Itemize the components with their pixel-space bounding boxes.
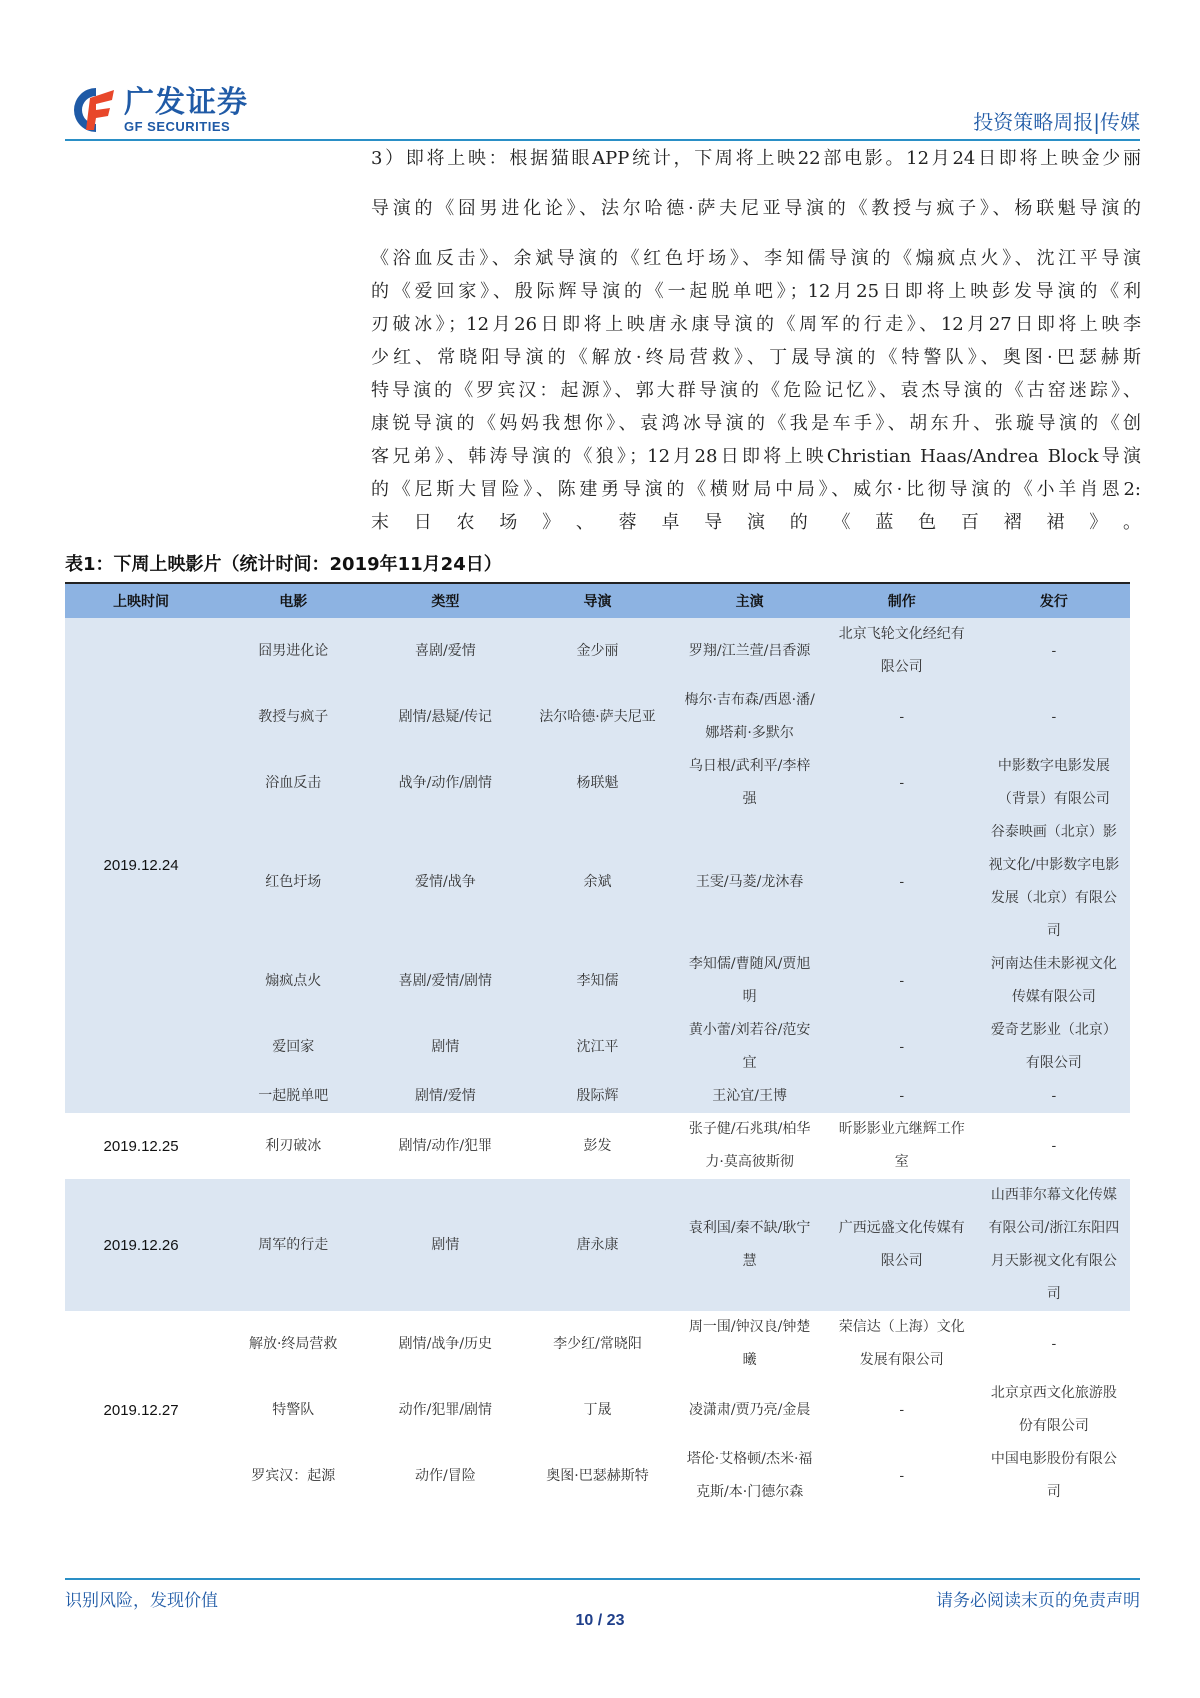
cast-cell: 梅尔·吉布森/西恩·潘/娜塔莉·多默尔 <box>674 684 826 750</box>
genre-cell: 剧情 <box>369 1179 521 1311</box>
column-header: 制作 <box>826 583 978 618</box>
paragraph-line: 导演的《囧男进化论》、法尔哈德·萨夫尼亚导演的《教授与疯子》、杨联魁导演的 <box>371 198 1141 219</box>
table-row <box>65 750 1130 816</box>
paragraph-line: 客兄弟》、韩涛导演的《狼》；12月28日即将上映Christian Haas/Andrea Block导演 <box>371 446 1141 467</box>
footer-divider <box>65 1578 1140 1580</box>
genre-cell: 喜剧/爱情 <box>369 618 521 684</box>
paragraph-line: 《浴血反击》、余斌导演的《红色圩场》、李知儒导演的《煽疯点火》、沈江平导演 <box>371 248 1141 269</box>
release-date-cell: 2019.12.25 <box>103 1137 179 1155</box>
genre-cell: 爱情/战争 <box>369 816 521 948</box>
film-cell: 罗宾汉：起源 <box>251 1467 336 1484</box>
cast-cell: 王沁宜/王博 <box>674 1080 826 1113</box>
column-header: 发行 <box>978 583 1130 618</box>
distributor-cell: 中影数字电影发展（背景）有限公司 <box>978 750 1130 816</box>
director-cell: 金少丽 <box>521 618 673 684</box>
cast-cell: 黄小蕾/刘若谷/范安宜 <box>674 1014 826 1080</box>
director-cell: 殷际辉 <box>521 1080 673 1113</box>
page-number: 10 / 23 <box>575 1612 625 1629</box>
paragraph-line: 少红、常晓阳导演的《解放·终局营救》、丁晟导演的《特警队》、奥图·巴瑟赫斯 <box>371 347 1141 368</box>
cast-cell: 凌潇肃/贾乃亮/金晨 <box>688 1401 811 1418</box>
distributor-cell: - <box>1051 1137 1057 1154</box>
table-row <box>65 1179 1130 1311</box>
producer-cell: 北京飞轮文化经纪有限公司 <box>826 618 978 684</box>
column-header: 电影 <box>217 583 369 618</box>
film-cell: 浴血反击 <box>217 750 369 816</box>
director-cell: 奥图·巴瑟赫斯特 <box>546 1467 649 1484</box>
cast-cell: 袁利国/秦不缺/耿宁慧 <box>674 1179 826 1311</box>
producer-cell: 广西远盛文化传媒有限公司 <box>826 1179 978 1311</box>
distributor-cell: - <box>1051 1335 1057 1352</box>
producer-cell: - <box>899 1467 905 1484</box>
film-cell: 教授与疯子 <box>217 684 369 750</box>
cast-cell: 塔伦·艾格顿/杰米·福克斯/本·门德尔森 <box>686 1451 813 1500</box>
paragraph-line: 刃破冰》；12月26日即将上映唐永康导演的《周军的行走》、12月27日即将上映李 <box>371 314 1141 335</box>
director-cell: 杨联魁 <box>521 750 673 816</box>
logo-chinese: 广发证券 <box>124 85 248 119</box>
table-row <box>65 1080 1130 1113</box>
producer-cell: - <box>826 948 978 1014</box>
table-row <box>65 1311 1130 1377</box>
cast-cell: 乌日根/武利平/李梓强 <box>674 750 826 816</box>
film-cell: 爱回家 <box>217 1014 369 1080</box>
table-row <box>65 816 1130 948</box>
distributor-cell: - <box>978 618 1130 684</box>
producer-cell: - <box>826 1014 978 1080</box>
release-date-cell: 2019.12.24 <box>65 618 217 1113</box>
producer-cell: 荣信达（上海）文化发展有限公司 <box>838 1319 965 1368</box>
producer-cell: - <box>826 816 978 948</box>
gf-securities-logo <box>66 84 248 136</box>
director-cell: 法尔哈德·萨夫尼亚 <box>521 684 673 750</box>
genre-cell: 动作/犯罪/剧情 <box>398 1401 493 1418</box>
footer-slogan: 识别风险，发现价值 <box>65 1591 218 1611</box>
cast-cell: 罗翔/江兰萱/吕香源 <box>674 618 826 684</box>
release-date-cell: 2019.12.26 <box>65 1179 217 1311</box>
column-header: 主演 <box>674 583 826 618</box>
director-cell: 余斌 <box>521 816 673 948</box>
film-cell: 解放·终局营救 <box>248 1335 338 1352</box>
genre-cell: 喜剧/爱情/剧情 <box>369 948 521 1014</box>
director-cell: 沈江平 <box>521 1014 673 1080</box>
paragraph-line: 3）即将上映：根据猫眼APP统计，下周将上映22部电影。12月24日即将上映金少丽 <box>371 148 1141 169</box>
producer-cell: 昕影影业亢继辉工作室 <box>838 1121 965 1170</box>
report-type: 投资策略周报|传媒 <box>973 110 1140 134</box>
director-cell: 彭发 <box>583 1137 612 1154</box>
film-cell: 红色圩场 <box>217 816 369 948</box>
genre-cell: 战争/动作/剧情 <box>369 750 521 816</box>
producer-cell: - <box>826 1080 978 1113</box>
genre-cell: 剧情/爱情 <box>369 1080 521 1113</box>
cast-cell: 李知儒/曹随风/贾旭明 <box>674 948 826 1014</box>
director-cell: 唐永康 <box>521 1179 673 1311</box>
distributor-cell: - <box>978 684 1130 750</box>
table-row <box>65 684 1130 750</box>
genre-cell: 动作/冒险 <box>414 1467 476 1484</box>
table-row <box>65 1443 1130 1509</box>
producer-cell: - <box>826 684 978 750</box>
table-caption: 表1：下周上映影片（统计时间：2019年11月24日） <box>65 554 502 575</box>
film-cell: 煽疯点火 <box>217 948 369 1014</box>
table-row <box>65 1377 1130 1443</box>
distributor-cell: 河南达佳未影视文化传媒有限公司 <box>978 948 1130 1014</box>
table-header-row <box>65 583 1130 618</box>
table-row <box>65 1113 1130 1179</box>
director-cell: 丁晟 <box>583 1401 612 1418</box>
logo-english: GF SECURITIES <box>124 118 231 134</box>
film-cell: 周军的行走 <box>217 1179 369 1311</box>
column-header: 类型 <box>369 583 521 618</box>
cast-cell: 张子健/石兆琪/柏华力·莫高彼斯彻 <box>688 1121 811 1170</box>
distributor-cell: 谷泰映画（北京）影视文化/中影数字电影发展（北京）有限公司 <box>978 816 1130 948</box>
cast-cell: 王雯/马菱/龙沐春 <box>674 816 826 948</box>
distributor-cell: 北京京西文化旅游股份有限公司 <box>990 1385 1117 1434</box>
producer-cell: - <box>826 750 978 816</box>
distributor-cell: - <box>978 1080 1130 1113</box>
distributor-cell: 中国电影股份有限公司 <box>990 1451 1117 1500</box>
cast-cell: 周一围/钟汉良/钟楚曦 <box>688 1319 811 1368</box>
film-cell: 囧男进化论 <box>217 618 369 684</box>
genre-cell: 剧情/动作/犯罪 <box>398 1137 493 1154</box>
genre-cell: 剧情 <box>369 1014 521 1080</box>
gf-logo-icon <box>66 84 118 136</box>
header-divider <box>65 139 1140 141</box>
upcoming-films-table <box>65 582 1130 1509</box>
body-paragraph <box>371 142 1141 539</box>
column-header: 上映时间 <box>65 583 217 618</box>
footer-disclaimer: 请务必阅读末页的免责声明 <box>936 1591 1140 1611</box>
column-header: 导演 <box>521 583 673 618</box>
table-row <box>65 948 1130 1014</box>
release-date-cell: 2019.12.27 <box>103 1401 179 1419</box>
distributor-cell: 山西菲尔幕文化传媒有限公司/浙江东阳四月天影视文化有限公司 <box>978 1179 1130 1311</box>
director-cell: 李少红/常晓阳 <box>553 1335 642 1352</box>
paragraph-line: 特导演的《罗宾汉：起源》、郭大群导演的《危险记忆》、袁杰导演的《古窑迷踪》、 <box>371 380 1141 401</box>
distributor-cell: 爱奇艺影业（北京）有限公司 <box>978 1014 1130 1080</box>
paragraph-line: 的《尼斯大冒险》、陈建勇导演的《横财局中局》、威尔·比彻导演的《小羊肖恩2: <box>371 479 1141 500</box>
table-row <box>65 1014 1130 1080</box>
paragraph-line: 末日农场》、蓉卓导演的《蓝色百褶裙》。 <box>371 512 1141 533</box>
producer-cell: - <box>899 1401 905 1418</box>
film-cell: 一起脱单吧 <box>217 1080 369 1113</box>
film-cell: 特警队 <box>272 1401 315 1418</box>
table-row <box>65 618 1130 684</box>
paragraph-line: 的《爱回家》、殷际辉导演的《一起脱单吧》；12月25日即将上映彭发导演的《利 <box>371 281 1141 302</box>
director-cell: 李知儒 <box>521 948 673 1014</box>
genre-cell: 剧情/战争/历史 <box>398 1335 493 1352</box>
film-cell: 利刃破冰 <box>265 1137 322 1154</box>
genre-cell: 剧情/悬疑/传记 <box>369 684 521 750</box>
paragraph-line: 康锐导演的《妈妈我想你》、袁鸿冰导演的《我是车手》、胡东升、张璇导演的《创 <box>371 413 1141 434</box>
